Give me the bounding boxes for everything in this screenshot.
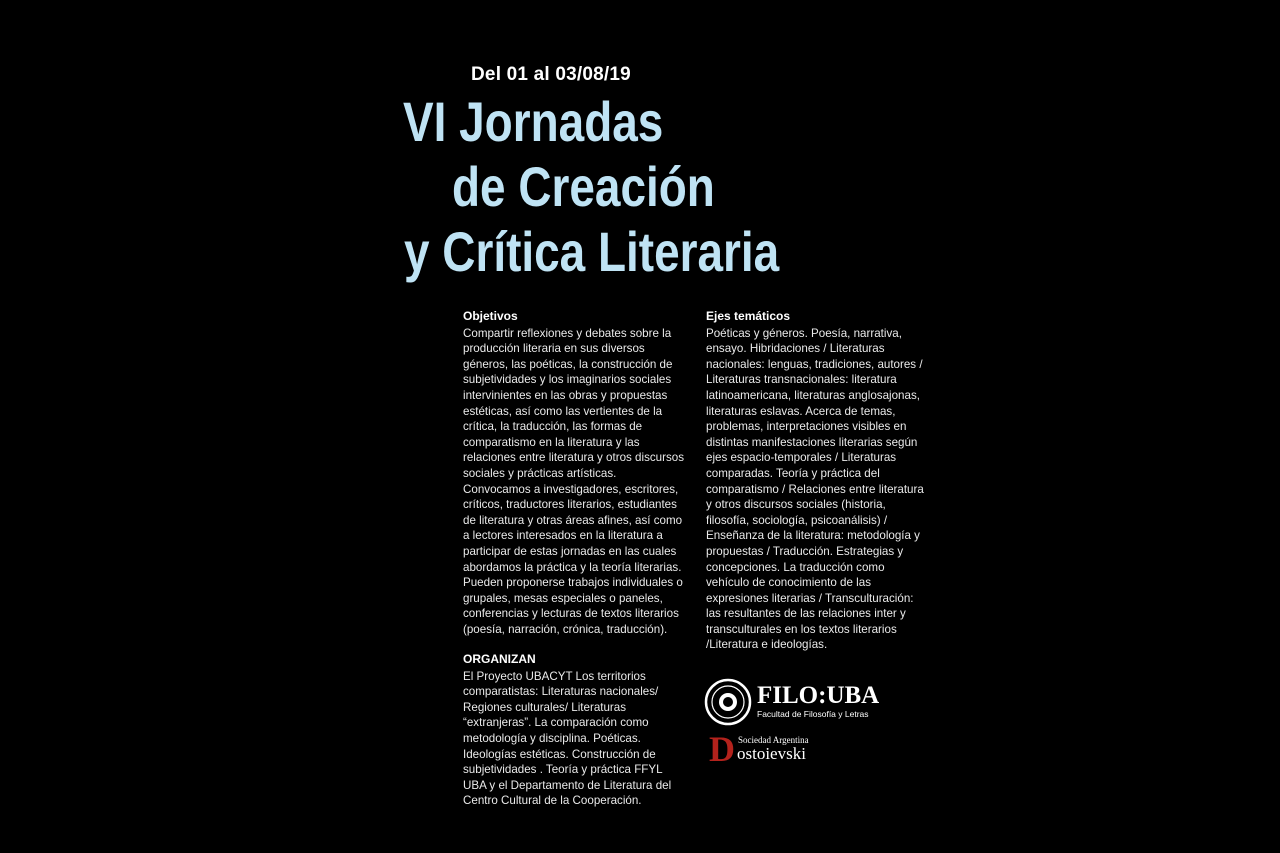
- filo-uba-subtitle: Facultad de Filosofía y Letras: [757, 709, 869, 719]
- title-line-3: y Crítica Literaria: [404, 220, 780, 283]
- ejes-section: [706, 309, 928, 653]
- organizan-heading: ORGANIZAN: [463, 652, 536, 666]
- objetivos-heading: Objetivos: [463, 309, 518, 323]
- event-date: Del 01 al 03/08/19: [471, 64, 631, 85]
- dostoievski-initial: D: [709, 729, 735, 769]
- objetivos-text: Compartir reflexiones y debates sobre la producción literaria en sus diversos géneros, las poéticas, la construcción de subjetividades y los imaginarios sociales intervinientes en las obras y propuestas estéticas, así como las vertientes de la crítica, la traducción, las formas de comparatismo en la literatura y las relaciones entre literatura y otros discursos sociales y prácticas artísticas. Convocamos a investigadores, escritores, críticos, traductores literarios, estudiantes de literatura y otras áreas afines, así como a lectores interesados en la literatura a participar de estas jornadas en las cuales abordamos la práctica y la teoría literarias. Pueden proponerse trabajos individuales o grupales, mesas especiales o paneles, conferencias y lecturas de textos literarios (poesía, narración, crónica, traducción).: [463, 326, 685, 636]
- organizan-text: El Proyecto UBACYT Los territorios comparatistas: Literaturas nacionales/ Regiones culturales/ Literaturas “extranjeras”. La comparación como metodología y disciplina. Poéticas. Ideologías estéticas. Construcción de subjetividades . Teoría y práctica FFYL UBA y el Departamento de Literatura del Centro Cultural de la Cooperación.: [463, 669, 672, 808]
- organizan-section: [463, 652, 685, 809]
- title-line-1: VI Jornadas: [403, 90, 664, 153]
- filo-uba-logo-text: FILO:UBA: [757, 682, 880, 709]
- dostoievski-logo-text: ostoievski: [737, 744, 806, 763]
- sociedad-label: Sociedad Argentina: [738, 735, 809, 745]
- filo-uba-seal-icon: [704, 678, 752, 726]
- title-line-2: de Creación: [452, 155, 715, 218]
- ejes-heading: Ejes temáticos: [706, 309, 791, 323]
- ejes-text: Poéticas y géneros. Poesía, narrativa, ensayo. Hibridaciones / Literaturas nacionales: lenguas, tradiciones, autores / Literaturas transnacionales: literatura latinoamericana, literaturas anglosajonas, literaturas eslavas. Acerca de temas, problemas, interpretaciones visibles en distintas manifestaciones literarias según ejes espacio-temporales / Literaturas comparadas. Teoría y práctica del comparatismo / Relaciones entre literatura y otros discursos sociales (historia, filosofía, sociología, psicoanálisis) / Enseñanza de la literatura: metodología y propuestas / Traducción. Estrategias y concepciones. La traducción como vehículo de conocimiento de las expresiones literarias / Transculturación: las resultantes de las relaciones inter y transculturales en los textos literarios /Literatura e ideologías.: [706, 326, 924, 652]
- objetivos-section: [463, 309, 685, 637]
